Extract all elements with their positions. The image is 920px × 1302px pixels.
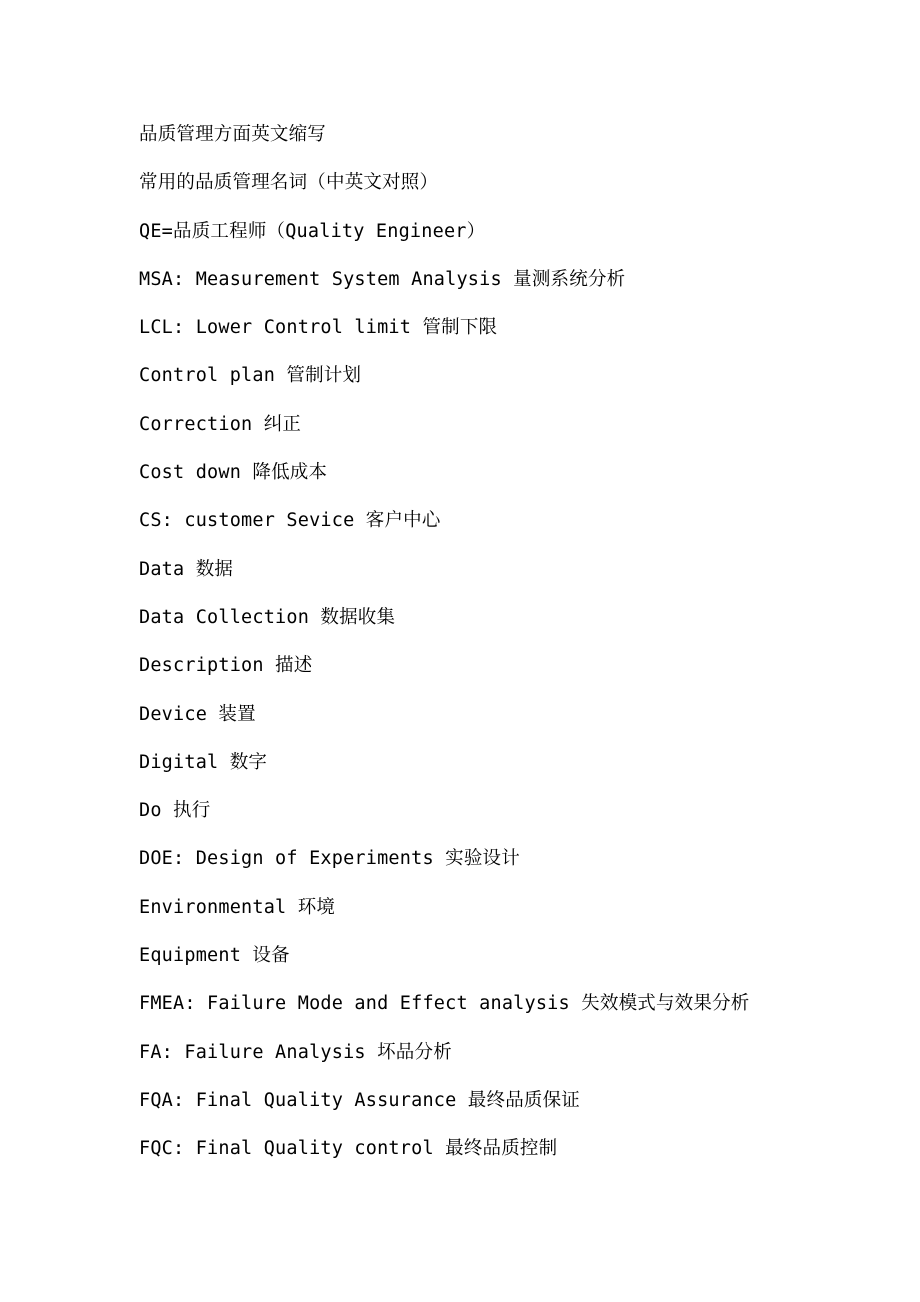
- term-line: Control plan 管制计划: [139, 365, 362, 387]
- doc-heading: 品质管理方面英文缩写: [139, 124, 327, 145]
- doc-subheading: 常用的品质管理名词（中英文对照）: [139, 172, 439, 194]
- term-line: FMEA: Failure Mode and Effect analysis 失效模式与效果分析: [139, 993, 750, 1015]
- term-line: Digital 数字: [139, 751, 268, 773]
- term-line: LCL: Lower Control limit 管制下限: [139, 317, 498, 339]
- term-line: FQA: Final Quality Assurance 最终品质保证: [139, 1089, 581, 1111]
- term-line: Description 描述: [139, 655, 313, 677]
- term-line: FA: Failure Analysis 坏品分析: [139, 1041, 452, 1063]
- term-line: Correction 纠正: [139, 413, 302, 435]
- term-line: Data 数据: [139, 558, 234, 580]
- term-line: Do 执行: [139, 800, 211, 822]
- term-line: Cost down 降低成本: [139, 462, 328, 484]
- term-line: Equipment 设备: [139, 945, 290, 967]
- term-line: Environmental 环境: [139, 896, 336, 918]
- term-line: CS: customer Sevice 客户中心: [139, 510, 441, 532]
- term-line: MSA: Measurement System Analysis 量测系统分析: [139, 268, 626, 290]
- term-line: FQC: Final Quality control 最终品质控制: [139, 1138, 558, 1160]
- term-line: QE=品质工程师（Quality Engineer）: [139, 220, 486, 242]
- term-line: DOE: Design of Experiments 实验设计: [139, 848, 520, 870]
- document-body: [139, 118, 899, 1181]
- term-line: Device 装置: [139, 703, 256, 725]
- term-line: Data Collection 数据收集: [139, 606, 396, 628]
